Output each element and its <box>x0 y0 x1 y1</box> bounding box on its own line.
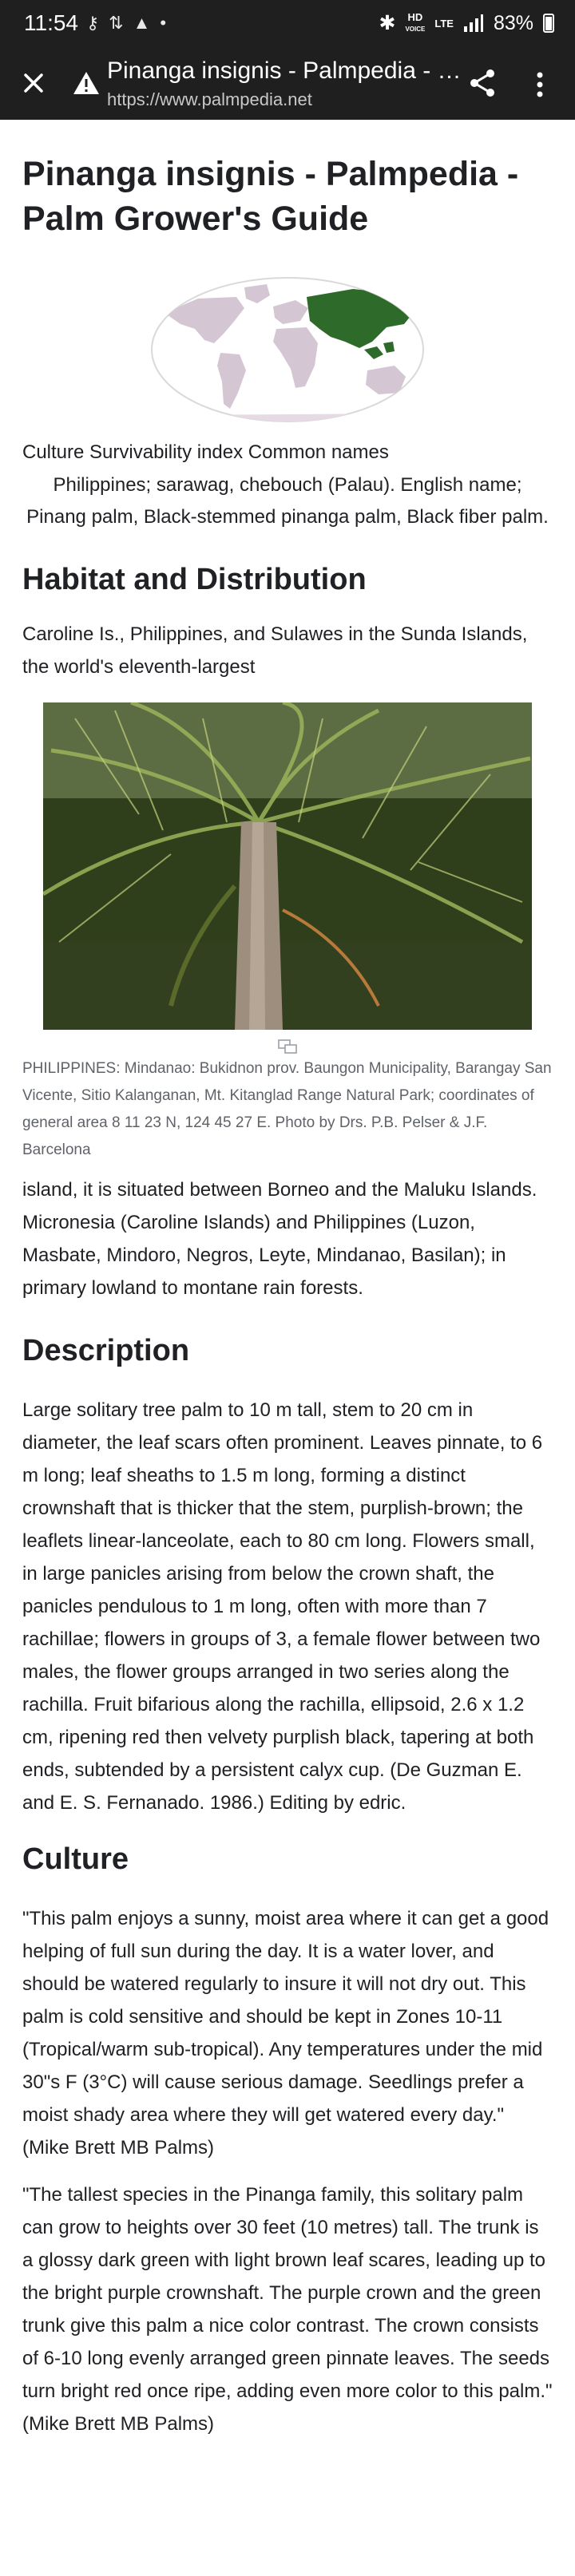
description-text: Large solitary tree palm to 10 m tall, stem to 20 cm in diameter, the leaf scars often prominent. Leaves pinnate, to 6 m long; leaf sheaths to 1.5 m long, forming a distinct crownshaft that is thicker that the stem, purplish-brown; the leaflets linear-lanceolate, each to 80 cm long. Flowers small, in large panicles arising from below the crown shaft, the panicles pendulous to 1 m long, often with more than 7 rachillae; flowers in groups of 3, a female flower between two males, the flower groups arranged in two series along the rachilla. Fruit bifarious along the rachilla, ellipsoid, 2.6 x 1.2 cm, ripening red then velvety purplish black, tapering at both ends, subtended by a persistent calyx cup. (De Guzman E. and E. S. Fernanado. 1986.) Editing by edric. <box>22 1399 543 1814</box>
warning-icon: ▲ <box>133 13 151 33</box>
culture-summary-line: Culture Survivability index Common names <box>22 441 389 463</box>
article <box>22 120 553 2440</box>
culture-paragraph-2: "The tallest species in the Pinanga family, this solitary palm can grow to heights over 30 feet (10 metres) tall. The trunk is a glossy dark green with light brown leaf scares, leading up to the bright purple crownshaft. The purple crown and the green trunk give this palm a nice color contrast. The crown consists of 6-10 long evenly arranged green pinnate leaves. The seeds turn bright red once ripe, adding even more color to this palm." (Mike Brett MB Palms) <box>22 2184 553 2435</box>
signal-icon <box>463 14 484 33</box>
photo-caption: PHILIPPINES: Mindanao: Bukidnon prov. Baungon Municipality, Barangay San Vicente, Sitio Kalanganan, Mt. Kitanglad Range Natural Park; coordinates of general area 8 11 23 N, 124 45 27 E. Photo by Drs. P.B. Pelser & J.F. Barcelona <box>22 1060 552 1158</box>
hd-voice-indicator: HD VOICE <box>405 11 426 33</box>
vpn-key-icon: ⚷ <box>86 13 100 33</box>
common-names: Philippines; sarawag, chebouch (Palau). English name; Pinang palm, Black-stemmed pinanga palm, Black fiber palm. <box>26 474 549 528</box>
habitat-continued: island, it is situated between Borneo and the Maluku Islands. Micronesia (Caroline Islands) and Philippines (Luzon, Masbate, Mindoro, Negros, Leyte, Mindanao, Basilan); in primary lowland to montane rain forests. <box>22 1179 537 1299</box>
share-icon[interactable] <box>465 65 500 101</box>
dot-icon: • <box>160 13 167 33</box>
battery-percent: 83% <box>493 11 533 34</box>
close-icon[interactable] <box>18 67 50 99</box>
image-expand-icon[interactable] <box>278 1039 297 1054</box>
browser-toolbar <box>0 51 575 120</box>
habitat-intro: Caroline Is., Philippines, and Sulawes in the Sunda Islands, the world's eleventh-largest <box>22 623 528 678</box>
not-secure-warning-icon[interactable] <box>72 70 101 96</box>
clock: 11:54 <box>24 10 78 35</box>
status-bar <box>0 0 575 51</box>
habitat-heading: Habitat and Distribution <box>22 563 367 596</box>
culture-heading: Culture <box>22 1842 129 1876</box>
bluetooth-icon: ✱ <box>379 12 396 34</box>
more-options-icon[interactable] <box>532 67 548 102</box>
article-title: Pinanga insignis - Palmpedia - Palm Grower's Guide <box>22 155 519 238</box>
lte-indicator: LTE <box>434 17 454 30</box>
battery-icon <box>543 14 554 33</box>
page-title-bar: Pinanga insignis - Palmpedia - … <box>107 57 462 84</box>
culture-paragraph-1: "This palm enjoys a sunny, moist area where it can get a good helping of full sun during the day. It is a water lover, and should be watered regularly to insure it will not dry out. This palm is cold sensitive and should be kept in Zones 10-11 (Tropical/warm sub-tropical). Any temperatures under the mid 30"s F (3°C) will cause serious damage. Seedlings prefer a moist shady area where they will get watered every day." (Mike Brett MB Palms) <box>22 1908 549 2159</box>
mobile-data-icon: ⇅ <box>109 13 124 33</box>
description-heading: Description <box>22 1334 190 1367</box>
notification-icons <box>86 13 166 34</box>
distribution-map <box>150 276 425 423</box>
palm-photo[interactable] <box>43 702 532 1030</box>
page-url[interactable]: https://www.palmpedia.net <box>107 89 312 109</box>
